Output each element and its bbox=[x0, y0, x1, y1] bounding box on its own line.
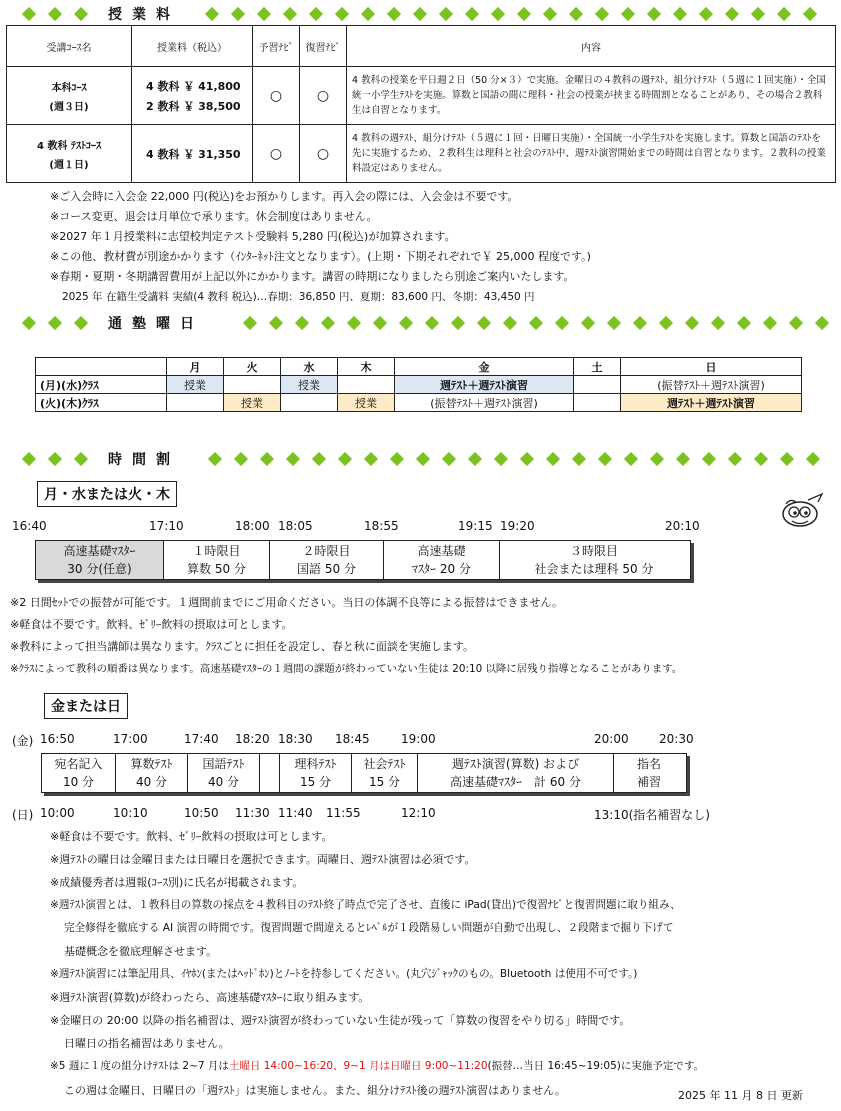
diamond-icon bbox=[387, 7, 401, 21]
course-line: (週１日) bbox=[49, 159, 89, 171]
time-label: 16:50 bbox=[40, 732, 75, 746]
days-cell bbox=[338, 376, 395, 394]
diamond-icon bbox=[335, 7, 349, 21]
diamond-icon bbox=[624, 452, 638, 466]
course-name bbox=[7, 125, 132, 183]
fukushu-mark: ○ bbox=[300, 67, 347, 125]
time-label: 17:40 bbox=[184, 732, 219, 746]
schedule-block bbox=[614, 754, 684, 792]
diamond-icon bbox=[22, 452, 36, 466]
time-label: 20:00 bbox=[594, 732, 629, 746]
class-label: (火)(木)ｸﾗｽ bbox=[36, 394, 167, 412]
schedule-block bbox=[116, 754, 188, 792]
weekend-note: ※週ﾃｽﾄ演習には筆記用具、ｲﾔﾎﾝ(またはﾍｯﾄﾞﾎﾝ)とﾉｰﾄを持参してください。(丸穴ｼﾞｬｯｸのもの。Bluetooth は使用不可です。) bbox=[50, 968, 638, 980]
days-cell: 授業 bbox=[338, 394, 395, 412]
diamond-icon bbox=[659, 316, 673, 330]
time-label: 13:10(指名補習なし) bbox=[594, 808, 710, 822]
diamond-icon bbox=[309, 7, 323, 21]
time-label: 11:55 bbox=[326, 806, 361, 820]
diamond-icon bbox=[48, 316, 62, 330]
diamond-icon bbox=[673, 7, 687, 21]
diamond-icon bbox=[295, 316, 309, 330]
diamond-icon bbox=[647, 7, 661, 21]
block-duration: 社会または理科 50 分 bbox=[534, 562, 654, 576]
section-header-fees bbox=[0, 4, 841, 24]
days-header-thu: 木 bbox=[338, 358, 395, 376]
weekend-timebar bbox=[41, 753, 687, 793]
schedule-block bbox=[188, 754, 260, 792]
diamond-icon bbox=[650, 452, 664, 466]
diamond-icon bbox=[711, 316, 725, 330]
diamond-icon bbox=[234, 452, 248, 466]
weekend-note: ※金曜日の 20:00 以降の指名補習は、週ﾃｽﾄ演習が終わっていない生徒が残って「算数の復習をやり切る」時間です。 bbox=[50, 1014, 631, 1027]
diamond-icon bbox=[364, 452, 378, 466]
diamond-icon bbox=[737, 316, 751, 330]
diamond-icon bbox=[468, 452, 482, 466]
time-label: 20:10 bbox=[665, 519, 700, 533]
fukushu-mark: ○ bbox=[300, 125, 347, 183]
diamond-icon bbox=[477, 316, 491, 330]
schedule-block bbox=[500, 541, 688, 579]
schedule-block bbox=[280, 754, 352, 792]
yoshu-mark: ○ bbox=[253, 67, 300, 125]
diamond-icon bbox=[789, 316, 803, 330]
days-cell: 授業 bbox=[224, 394, 281, 412]
block-duration: 国語 50 分 bbox=[297, 562, 356, 576]
time-label: 10:50 bbox=[184, 806, 219, 820]
diamond-icon bbox=[283, 7, 297, 21]
diamond-icon bbox=[543, 7, 557, 21]
fee-results: 2025 年 在籍生受講料 実績(4 教科 税込)…春期：36,850 円、夏期：83,600 円、冬期：43,450 円 bbox=[62, 291, 535, 303]
kumiwake-post: (振替…当日 16:45~19:05)に実施予定です。 bbox=[487, 1060, 705, 1072]
days-header-blank bbox=[36, 358, 167, 376]
diamond-icon bbox=[413, 7, 427, 21]
diamond-icon bbox=[399, 316, 413, 330]
diamond-icon bbox=[286, 452, 300, 466]
block-title: 算数ﾃｽﾄ bbox=[130, 757, 173, 771]
course-fee: 4 教科 ￥ 31,350 bbox=[132, 125, 253, 183]
diamond-icon bbox=[517, 7, 531, 21]
diamond-icon bbox=[425, 316, 439, 330]
time-label: 18:05 bbox=[278, 519, 313, 533]
diamond-icon bbox=[725, 7, 739, 21]
diamond-icon bbox=[205, 7, 219, 21]
days-header-tue: 火 bbox=[224, 358, 281, 376]
diamond-icon bbox=[338, 452, 352, 466]
section-header-timetable bbox=[0, 449, 841, 469]
diamond-icon bbox=[390, 452, 404, 466]
time-label: 12:10 bbox=[401, 806, 436, 820]
time-label: 19:00 bbox=[401, 732, 436, 746]
block-title: 理科ﾃｽﾄ bbox=[294, 757, 337, 771]
diamond-icon bbox=[257, 7, 271, 21]
diamond-icon bbox=[754, 452, 768, 466]
block-title: 週ﾃｽﾄ演習(算数) および bbox=[451, 757, 580, 771]
days-cell: 週ﾃｽﾄ＋週ﾃｽﾄ演習 bbox=[621, 394, 802, 412]
time-prefix: (日) bbox=[12, 808, 34, 822]
table-row bbox=[36, 376, 802, 394]
weekend-note: ※週ﾃｽﾄの曜日は金曜日または日曜日を選択できます。両曜日、週ﾃｽﾄ演習は必須です。 bbox=[50, 853, 476, 866]
diamond-icon bbox=[555, 316, 569, 330]
diamond-icon bbox=[243, 316, 257, 330]
diamond-icon bbox=[260, 452, 274, 466]
block-title: 高速基礎ﾏｽﾀｰ bbox=[63, 544, 136, 558]
weekday-note: ※2 日間ｾｯﾄでの振替が可能です。１週間前までにご用命ください。当日の体調不良等による振替はできません。 bbox=[10, 596, 563, 609]
diamond-icon bbox=[361, 7, 375, 21]
diamond-icon bbox=[22, 7, 36, 21]
diamond-icon bbox=[347, 316, 361, 330]
diamond-icon bbox=[491, 7, 505, 21]
time-label: 18:00 bbox=[235, 519, 270, 533]
weekend-note: ※成績優秀者は週報(ｺｰｽ別)に氏名が掲載されます。 bbox=[50, 876, 304, 889]
weekend-label: 金または日 bbox=[44, 693, 128, 719]
diamond-icon bbox=[803, 7, 817, 21]
weekday-note: ※教科によって担当講師は異なります。ｸﾗｽごとに担任を設定し、春と秋に面談を実施します。 bbox=[10, 640, 474, 653]
diamond-icon bbox=[569, 7, 583, 21]
days-cell: 週ﾃｽﾄ＋週ﾃｽﾄ演習 bbox=[395, 376, 574, 394]
fee-line: 4 教科 ￥ 41,800 bbox=[146, 79, 241, 93]
diamond-icon bbox=[494, 452, 508, 466]
days-header-sun: 日 bbox=[621, 358, 802, 376]
diamond-icon bbox=[208, 452, 222, 466]
time-prefix: (金) bbox=[12, 734, 34, 748]
time-label: 16:40 bbox=[12, 519, 47, 533]
fee-header-fukushu: 復習ﾅﾋﾞ bbox=[300, 26, 347, 67]
schedule-block bbox=[270, 541, 384, 579]
days-header-mon: 月 bbox=[167, 358, 224, 376]
diamond-icon bbox=[231, 7, 245, 21]
block-duration: 40 分 bbox=[135, 775, 168, 789]
weekend-note: ※軽食は不要です。飲料、ｾﾞﾘｰ飲料の摂取は可とします。 bbox=[50, 830, 333, 843]
fee-note: ※春期・夏期・冬期講習費用が上記以外にかかります。講習の時期になりましたら別途ご案内いたします。 bbox=[50, 270, 575, 283]
block-title: 指名 bbox=[636, 757, 661, 771]
time-label: 18:20 bbox=[235, 732, 270, 746]
diamond-icon bbox=[806, 452, 820, 466]
diamond-icon bbox=[581, 316, 595, 330]
time-label: 17:00 bbox=[113, 732, 148, 746]
diamond-icon bbox=[373, 316, 387, 330]
diamond-icon bbox=[633, 316, 647, 330]
weekday-note: ※ｸﾗｽによって教科の順番は異なります。高速基礎ﾏｽﾀｰの１週間の課題が終わっていない生徒は 20:10 以降に居残り指導となることがあります。 bbox=[10, 663, 683, 675]
diamond-icon bbox=[74, 7, 88, 21]
schedule-block bbox=[418, 754, 614, 792]
table-row bbox=[7, 125, 836, 183]
days-cell bbox=[167, 394, 224, 412]
diamond-icon bbox=[777, 7, 791, 21]
diamond-icon bbox=[751, 7, 765, 21]
days-cell bbox=[574, 376, 621, 394]
block-duration: 高速基礎ﾏｽﾀｰ 計 60 分 bbox=[450, 775, 581, 789]
course-line: (週３日) bbox=[49, 101, 89, 113]
class-label: (月)(水)ｸﾗｽ bbox=[36, 376, 167, 394]
course-name bbox=[7, 67, 132, 125]
kumiwake-pre: ※5 週に１度の組分けﾃｽﾄは 2~7 月は bbox=[50, 1060, 229, 1072]
diamond-icon bbox=[416, 452, 430, 466]
time-label: 10:00 bbox=[40, 806, 75, 820]
time-label: 19:20 bbox=[500, 519, 535, 533]
mascot-icon bbox=[778, 490, 826, 530]
section-title: 通塾曜日 bbox=[108, 316, 204, 332]
block-title: 国語ﾃｽﾄ bbox=[202, 757, 245, 771]
diamond-icon bbox=[74, 452, 88, 466]
diamond-icon bbox=[74, 316, 88, 330]
last-note: この週は金曜日、日曜日の「週ﾃｽﾄ」は実施しません。また、組分けﾃｽﾄ後の週ﾃｽﾄ演習はありません。 bbox=[64, 1084, 566, 1097]
time-label: 11:40 bbox=[278, 806, 313, 820]
block-duration: ﾏｽﾀｰ 20 分 bbox=[412, 562, 471, 576]
yoshu-mark: ○ bbox=[253, 125, 300, 183]
weekend-note: 完全修得を徹底する AI 演習の時間です。復習問題で間違えるとﾚﾍﾞﾙが１段階易しい問題が自動で出現し、２段階まで掘り下げて bbox=[64, 922, 674, 934]
days-table bbox=[35, 357, 802, 412]
diamond-icon bbox=[676, 452, 690, 466]
section-title: 時間割 bbox=[108, 452, 180, 468]
days-header-sat: 土 bbox=[574, 358, 621, 376]
weekday-timebar bbox=[35, 540, 691, 580]
section-title: 授業料 bbox=[108, 7, 180, 23]
diamond-icon bbox=[699, 7, 713, 21]
block-title: 高速基礎 bbox=[417, 544, 466, 558]
fee-header-course: 受講ｺｰｽ名 bbox=[7, 26, 132, 67]
course-line: 4 教科 ﾃｽﾄｺｰｽ bbox=[37, 140, 101, 152]
time-label: 18:45 bbox=[335, 732, 370, 746]
schedule-block bbox=[384, 541, 500, 579]
time-label: 20:30 bbox=[659, 732, 694, 746]
diamond-icon bbox=[503, 316, 517, 330]
fee-header-fee: 授業料（税込） bbox=[132, 26, 253, 67]
time-label: 11:30 bbox=[235, 806, 270, 820]
schedule-gap bbox=[260, 754, 280, 792]
fee-line: 2 教科 ￥ 38,500 bbox=[146, 99, 241, 113]
diamond-icon bbox=[48, 452, 62, 466]
table-row bbox=[36, 394, 802, 412]
block-title: １時限目 bbox=[192, 544, 241, 558]
time-label: 10:10 bbox=[113, 806, 148, 820]
diamond-icon bbox=[598, 452, 612, 466]
fee-header-content: 内容 bbox=[347, 26, 836, 67]
diamond-icon bbox=[22, 316, 36, 330]
time-label: 17:10 bbox=[149, 519, 184, 533]
schedule-block bbox=[42, 754, 116, 792]
diamond-icon bbox=[780, 452, 794, 466]
block-title: ３時限目 bbox=[569, 544, 618, 558]
diamond-icon bbox=[607, 316, 621, 330]
days-cell bbox=[281, 394, 338, 412]
days-header-fri: 金 bbox=[395, 358, 574, 376]
days-header-row bbox=[36, 358, 802, 376]
block-duration: 算数 50 分 bbox=[187, 562, 246, 576]
time-label: 18:30 bbox=[278, 732, 313, 746]
course-content: 4 教科の週ﾃｽﾄ、組分けﾃｽﾄ（５週に１回・日曜日実施）・全国統一小学生ﾃｽﾄを実施します。算数と国語のﾃｽﾄを先に実施するため、２教科生は理科と社会のﾃｽﾄ中、週ﾃｽﾄ演習開始までの時間は自習となります。２教科の授業料設定はありません。 bbox=[347, 125, 836, 183]
days-cell bbox=[574, 394, 621, 412]
course-fee bbox=[132, 67, 253, 125]
block-duration: 40 分 bbox=[207, 775, 240, 789]
diamond-icon bbox=[529, 316, 543, 330]
block-title: 社会ﾃｽﾄ bbox=[363, 757, 406, 771]
fee-note: ※この他、教材費が別途かかります（ｲﾝﾀｰﾈｯﾄ注文となります）。(上期・下期それぞれで￥ 25,000 程度です。) bbox=[50, 250, 591, 263]
time-label: 19:15 bbox=[458, 519, 493, 533]
days-cell: 授業 bbox=[281, 376, 338, 394]
block-duration: 補習 bbox=[636, 775, 661, 789]
diamond-icon bbox=[702, 452, 716, 466]
time-label: 18:55 bbox=[364, 519, 399, 533]
diamond-icon bbox=[815, 316, 829, 330]
diamond-icon bbox=[728, 452, 742, 466]
days-cell bbox=[224, 376, 281, 394]
block-duration: 10 分 bbox=[62, 775, 95, 789]
days-header-wed: 水 bbox=[281, 358, 338, 376]
diamond-icon bbox=[442, 452, 456, 466]
fee-header-yoshu: 予習ﾅﾋﾞ bbox=[253, 26, 300, 67]
fee-note: ※ご入会時に入会金 22,000 円(税込)をお預かりします。再入会の際には、入会金は不要です。 bbox=[50, 190, 519, 203]
schedule-block bbox=[36, 541, 164, 579]
weekday-label: 月・水または火・木 bbox=[37, 481, 177, 507]
weekend-note: 日曜日の指名補習はありません。 bbox=[64, 1037, 230, 1050]
diamond-icon bbox=[465, 7, 479, 21]
course-line: 本科ｺｰｽ bbox=[51, 82, 87, 94]
course-content: 4 教科の授業を平日週２日（50 分×３）で実施。金曜日の４教科の週ﾃｽﾄ、組分けﾃｽﾄ（５週に１回実施）・全国統一小学生ﾃｽﾄを実施。算数と国語の間に理科・社会の授業が挟まる時間割となることがあり、その場合２教科生は自習となります。 bbox=[347, 67, 836, 125]
fee-note: ※2027 年１月授業料に志望校判定テスト受験料 5,280 円(税込)が加算されます。 bbox=[50, 230, 456, 243]
diamond-icon bbox=[595, 7, 609, 21]
kumiwake-highlight: 土曜日 14:00~16:20、9~1 月は日曜日 9:00~11:20 bbox=[228, 1060, 488, 1072]
diamond-icon bbox=[763, 316, 777, 330]
updated-date: 2025 年 11 月 8 日 更新 bbox=[678, 1089, 803, 1102]
diamond-icon bbox=[451, 316, 465, 330]
block-title: ２時限目 bbox=[302, 544, 351, 558]
fee-table bbox=[6, 25, 836, 183]
diamond-icon bbox=[520, 452, 534, 466]
block-duration: 15 分 bbox=[299, 775, 332, 789]
diamond-icon bbox=[572, 452, 586, 466]
diamond-icon bbox=[439, 7, 453, 21]
block-duration: 15 分 bbox=[368, 775, 401, 789]
weekend-note: ※週ﾃｽﾄ演習(算数)が終わったら、高速基礎ﾏｽﾀｰに取り組みます。 bbox=[50, 991, 370, 1004]
diamond-icon bbox=[312, 452, 326, 466]
weekend-note: 基礎概念を徹底理解させます。 bbox=[64, 945, 218, 958]
table-row bbox=[7, 67, 836, 125]
block-duration: 30 分(任意) bbox=[67, 562, 132, 576]
weekend-note: ※週ﾃｽﾄ演習とは、１教科目の算数の採点を４教科目のﾃｽﾄ終了時点で完了させ、直後に iPad(貸出)で復習ﾅﾋﾞと復習問題に取り組み、 bbox=[50, 899, 681, 911]
diamond-icon bbox=[321, 316, 335, 330]
kumiwake-note bbox=[50, 1058, 704, 1073]
days-cell: (振替ﾃｽﾄ＋週ﾃｽﾄ演習) bbox=[621, 376, 802, 394]
section-header-days bbox=[0, 313, 841, 333]
diamond-icon bbox=[621, 7, 635, 21]
fee-note: ※コース変更、退会は月単位で承ります。休会制度はありません。 bbox=[50, 210, 378, 223]
days-cell: 授業 bbox=[167, 376, 224, 394]
block-title: 宛名記入 bbox=[54, 757, 103, 771]
diamond-icon bbox=[48, 7, 62, 21]
diamond-icon bbox=[546, 452, 560, 466]
days-cell: (振替ﾃｽﾄ＋週ﾃｽﾄ演習) bbox=[395, 394, 574, 412]
diamond-icon bbox=[685, 316, 699, 330]
diamond-icon bbox=[269, 316, 283, 330]
weekday-note: ※軽食は不要です。飲料、ｾﾞﾘｰ飲料の摂取は可とします。 bbox=[10, 618, 293, 631]
schedule-block bbox=[352, 754, 418, 792]
schedule-block bbox=[164, 541, 270, 579]
